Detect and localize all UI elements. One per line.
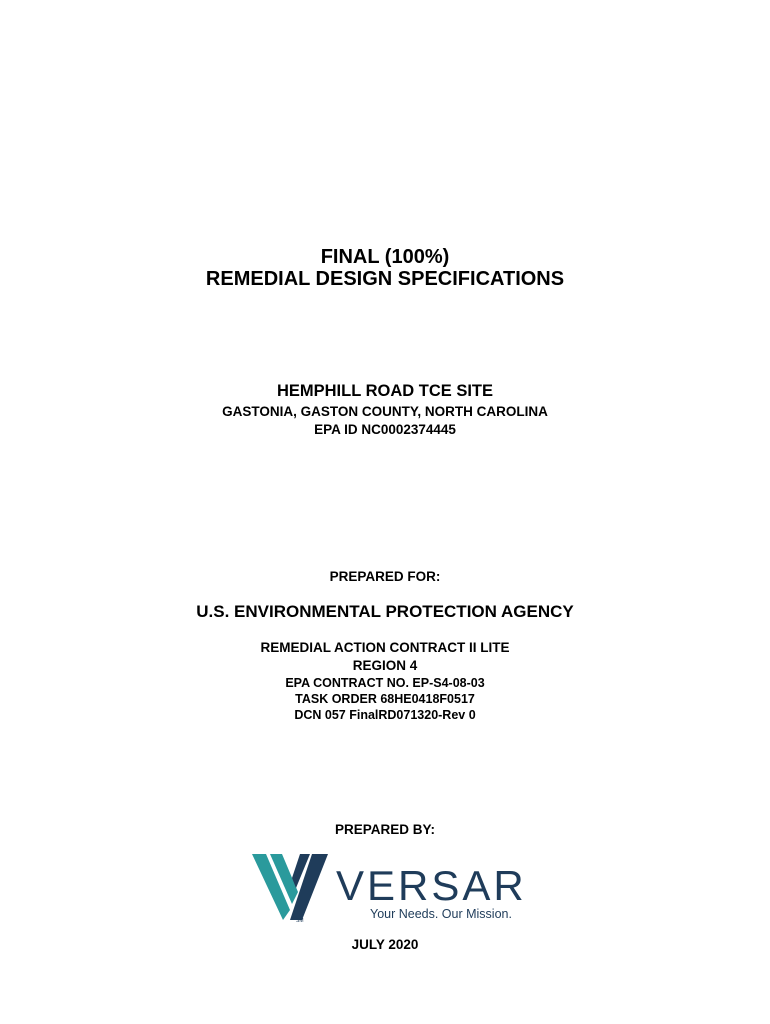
prepared-for-label: PREPARED FOR: bbox=[329, 569, 441, 584]
logo-wordmark: VERSAR bbox=[336, 862, 527, 909]
report-date: JULY 2020 bbox=[351, 937, 419, 952]
prepared-by-label: PREPARED BY: bbox=[334, 822, 435, 837]
site-name: HEMPHILL ROAD TCE SITE bbox=[276, 382, 494, 400]
document-title-line-1: FINAL (100%) bbox=[320, 246, 450, 268]
versar-logo bbox=[250, 848, 530, 928]
site-location: GASTONIA, GASTON COUNTY, NORTH CAROLINA bbox=[222, 404, 548, 419]
dcn: DCN 057 FinalRD071320-Rev 0 bbox=[294, 708, 476, 722]
logo-tagline: Your Needs. Our Mission. bbox=[370, 907, 512, 921]
region: REGION 4 bbox=[352, 658, 418, 673]
contract-number: EPA CONTRACT NO. EP-S4-08-03 bbox=[285, 676, 485, 690]
task-order: TASK ORDER 68HE0418F0517 bbox=[295, 692, 475, 706]
epa-id: EPA ID NC0002374445 bbox=[314, 422, 456, 437]
document-title-line-2: REMEDIAL DESIGN SPECIFICATIONS bbox=[205, 268, 565, 290]
logo-service-mark: SM bbox=[296, 918, 304, 924]
agency-name: U.S. ENVIRONMENTAL PROTECTION AGENCY bbox=[196, 602, 574, 621]
contract-name: REMEDIAL ACTION CONTRACT II LITE bbox=[260, 640, 510, 655]
